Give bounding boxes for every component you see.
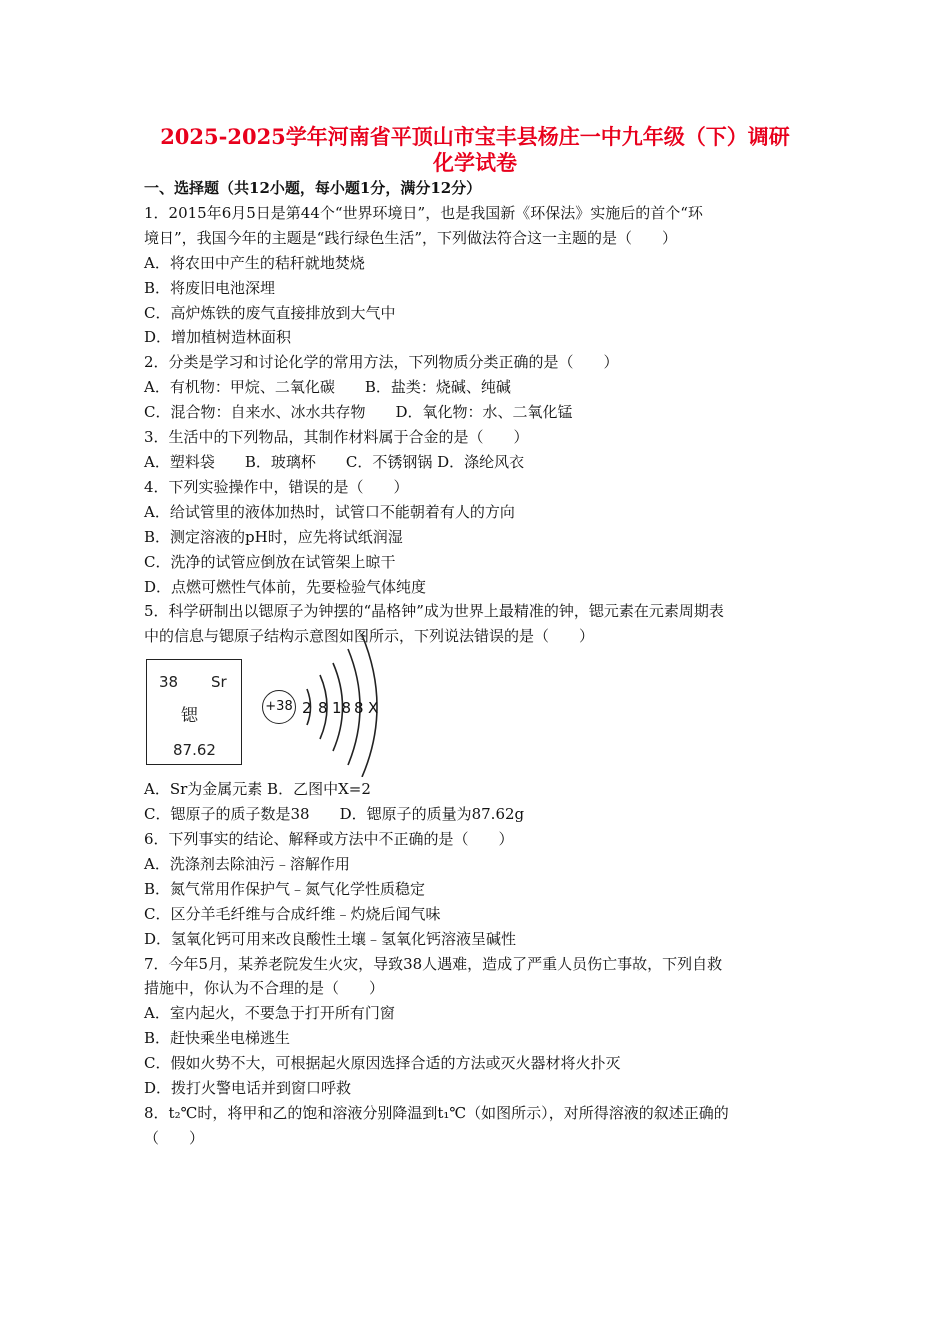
q4-option-c: C．洗净的试管应倒放在试管架上晾干 (144, 552, 396, 571)
q4-option-a: A．给试管里的液体加热时，试管口不能朝着有人的方向 (144, 502, 515, 521)
q8-stem-line2: （ ） (144, 1128, 205, 1147)
q6-option-c: C．区分羊毛纤维与合成纤维﹣灼烧后闻气味 (144, 904, 441, 923)
q5-stem-line2: 中的信息与锶原子结构示意图如图所示，下列说法错误的是（ ） (144, 627, 595, 646)
q1-option-b: B．将废旧电池深埋 (144, 278, 276, 297)
q5-figure (144, 657, 812, 777)
q7-stem-line1: 7．今年5月，某养老院发生火灾，导致38人遇难，造成了严重人员伤亡事故，下列自救 (144, 954, 723, 973)
q7-option-b: B．赶快乘坐电梯逃生 (144, 1029, 291, 1048)
q4-option-d: D．点燃可燃性气体前，先要检验气体纯度 (144, 577, 427, 596)
q1-option-d: D．增加植树造林面积 (144, 328, 292, 347)
q5-stem-line1: 5．科学研制出以锶原子为钟摆的“晶格钟”成为世界上最精准的钟，锶元素在元素周期表 (144, 602, 724, 621)
title-line-1: 2025-2025学年河南省平顶山市宝丰县杨庄一中九年级（下）调研 (160, 124, 790, 149)
q8-stem-line1: 8．t₂℃时，将甲和乙的饱和溶液分别降温到t₁℃（如图所示），对所得溶液的叙述正确的 (144, 1104, 729, 1122)
q5-options-ab: A．Sr为金属元素 B．乙图中X=2 (144, 780, 371, 799)
q3-options: A．塑料袋 B．玻璃杯 C．不锈钢锅 D．涤纶风衣 (144, 452, 525, 471)
exam-content (144, 176, 812, 1151)
shell-1-count: 2 (302, 699, 312, 718)
q6-option-d: D．氢氧化钙可用来改良酸性土壤﹣氢氧化钙溶液呈碱性 (144, 929, 517, 948)
q4-option-b: B．测定溶液的pH时，应先将试纸润湿 (144, 527, 403, 546)
periodic-table-cell (146, 659, 242, 765)
q3-stem: 3．生活中的下列物品，其制作材料属于合金的是（ ） (144, 428, 529, 447)
q1-option-c: C．高炉炼铁的废气直接排放到大气中 (144, 303, 396, 322)
q6-option-a: A．洗涤剂去除油污﹣溶解作用 (144, 854, 350, 873)
q7-option-a: A．室内起火，不要急于打开所有门窗 (144, 1004, 395, 1023)
q6-stem: 6．下列事实的结论、解释或方法中不正确的是（ ） (144, 830, 514, 849)
shell-5-count: X (368, 699, 379, 718)
shell-4-count: 8 (354, 699, 364, 718)
q1-stem-line1: 1．2015年6月5日是第44个“世界环境日”，也是我国新《环保法》实施后的首个“环 (144, 203, 703, 222)
q1-stem-line2: 境日”，我国今年的主题是“践行绿色生活”，下列做法符合这一主题的是（ ） (144, 228, 678, 247)
shell-3-count: 18 (332, 699, 352, 718)
section-heading: 一、选择题（共12小题，每小题1分，满分12分） (144, 179, 482, 197)
q5-options-cd: C．锶原子的质子数是38 D．锶原子的质量为87.62g (144, 805, 525, 824)
element-symbol: Sr (211, 673, 227, 692)
atom-structure-diagram (262, 627, 392, 777)
q2-options-ab: A．有机物：甲烷、二氧化碳 B．盐类：烧碱、纯碱 (144, 378, 511, 397)
q2-stem: 2．分类是学习和讨论化学的常用方法，下列物质分类正确的是（ ） (144, 353, 619, 372)
element-name: 锶 (181, 706, 198, 727)
title-line-2: 化学试卷 (433, 150, 517, 175)
q1-option-a: A．将农田中产生的秸秆就地焚烧 (144, 253, 365, 272)
q7-option-c: C．假如火势不大，可根据起火原因选择合适的方法或灭火器材将火扑灭 (144, 1054, 621, 1073)
q7-stem-line2: 措施中，你认为不合理的是（ ） (144, 979, 385, 998)
q2-options-cd: C．混合物：自来水、冰水共存物 D．氧化物：水、二氧化锰 (144, 403, 573, 422)
atomic-mass: 87.62 (173, 741, 216, 760)
atomic-number: 38 (159, 673, 179, 692)
q6-option-b: B．氮气常用作保护气﹣氮气化学性质稳定 (144, 879, 426, 898)
shell-2-count: 8 (318, 699, 328, 718)
page-title (100, 124, 850, 176)
q7-option-d: D．拨打火警电话并到窗口呼救 (144, 1079, 352, 1098)
nucleus: +38 (262, 690, 296, 724)
q4-stem: 4．下列实验操作中，错误的是（ ） (144, 477, 409, 496)
